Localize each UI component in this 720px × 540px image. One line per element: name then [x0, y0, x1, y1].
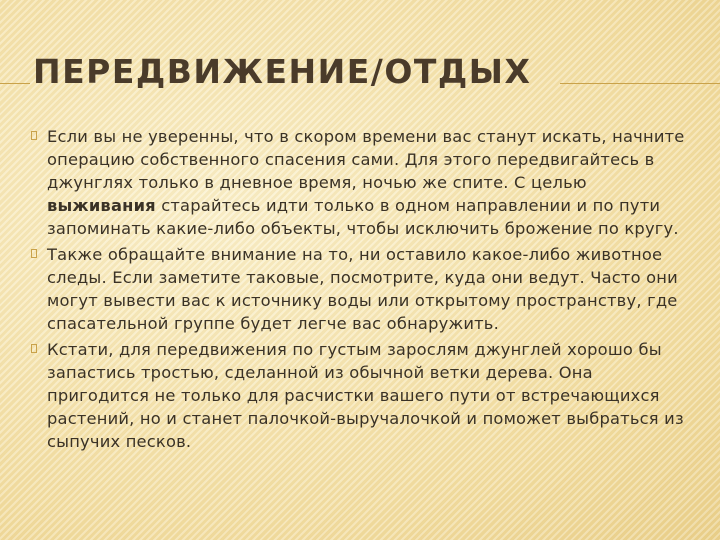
bullet-item-2	[30, 243, 700, 335]
bullet-text-after: старайтесь идти только в одном направлении и по пути запоминать какие-либо объекты, чтобы исключить брожение по кругу.	[47, 196, 679, 238]
bullet-marker-icon	[31, 344, 37, 353]
bullet-text: Также обращайте внимание на то, ни оставило какое-либо животное следы. Если заметите таковые, посмотрите, куда они ведут. Часто они могут вывести вас к источнику воды или открытому пространству, где спасательной группе будет легче вас обнаружить.	[47, 245, 678, 333]
bullet-marker-icon	[31, 131, 37, 140]
slide-title: ПЕРЕДВИЖЕНИЕ/ОТДЫХ	[33, 52, 532, 91]
bullet-text-before: Если вы не уверенны, что в скором времени вас станут искать, начните операцию собственного спасения сами. Для этого передвигайтесь в джунглях только в дневное время, ночью же спите. С целью	[47, 127, 685, 192]
bullet-item-3	[30, 338, 700, 453]
bullet-text-bold: выживания	[47, 196, 156, 215]
bullet-text: Кстати, для передвижения по густым зарослям джунглей хорошо бы запастись тростью, сделанной из обычной ветки дерева. Она пригодится не только для расчистки вашего пути от встречающихся растений, но и станет палочкой-выручалочкой и поможет выбраться из сыпучих песков.	[47, 340, 684, 451]
bullet-list	[30, 125, 700, 456]
bullet-item-1	[30, 125, 700, 240]
bullet-marker-icon	[31, 249, 37, 258]
title-rule-left	[0, 83, 30, 84]
title-rule-right	[560, 83, 720, 84]
